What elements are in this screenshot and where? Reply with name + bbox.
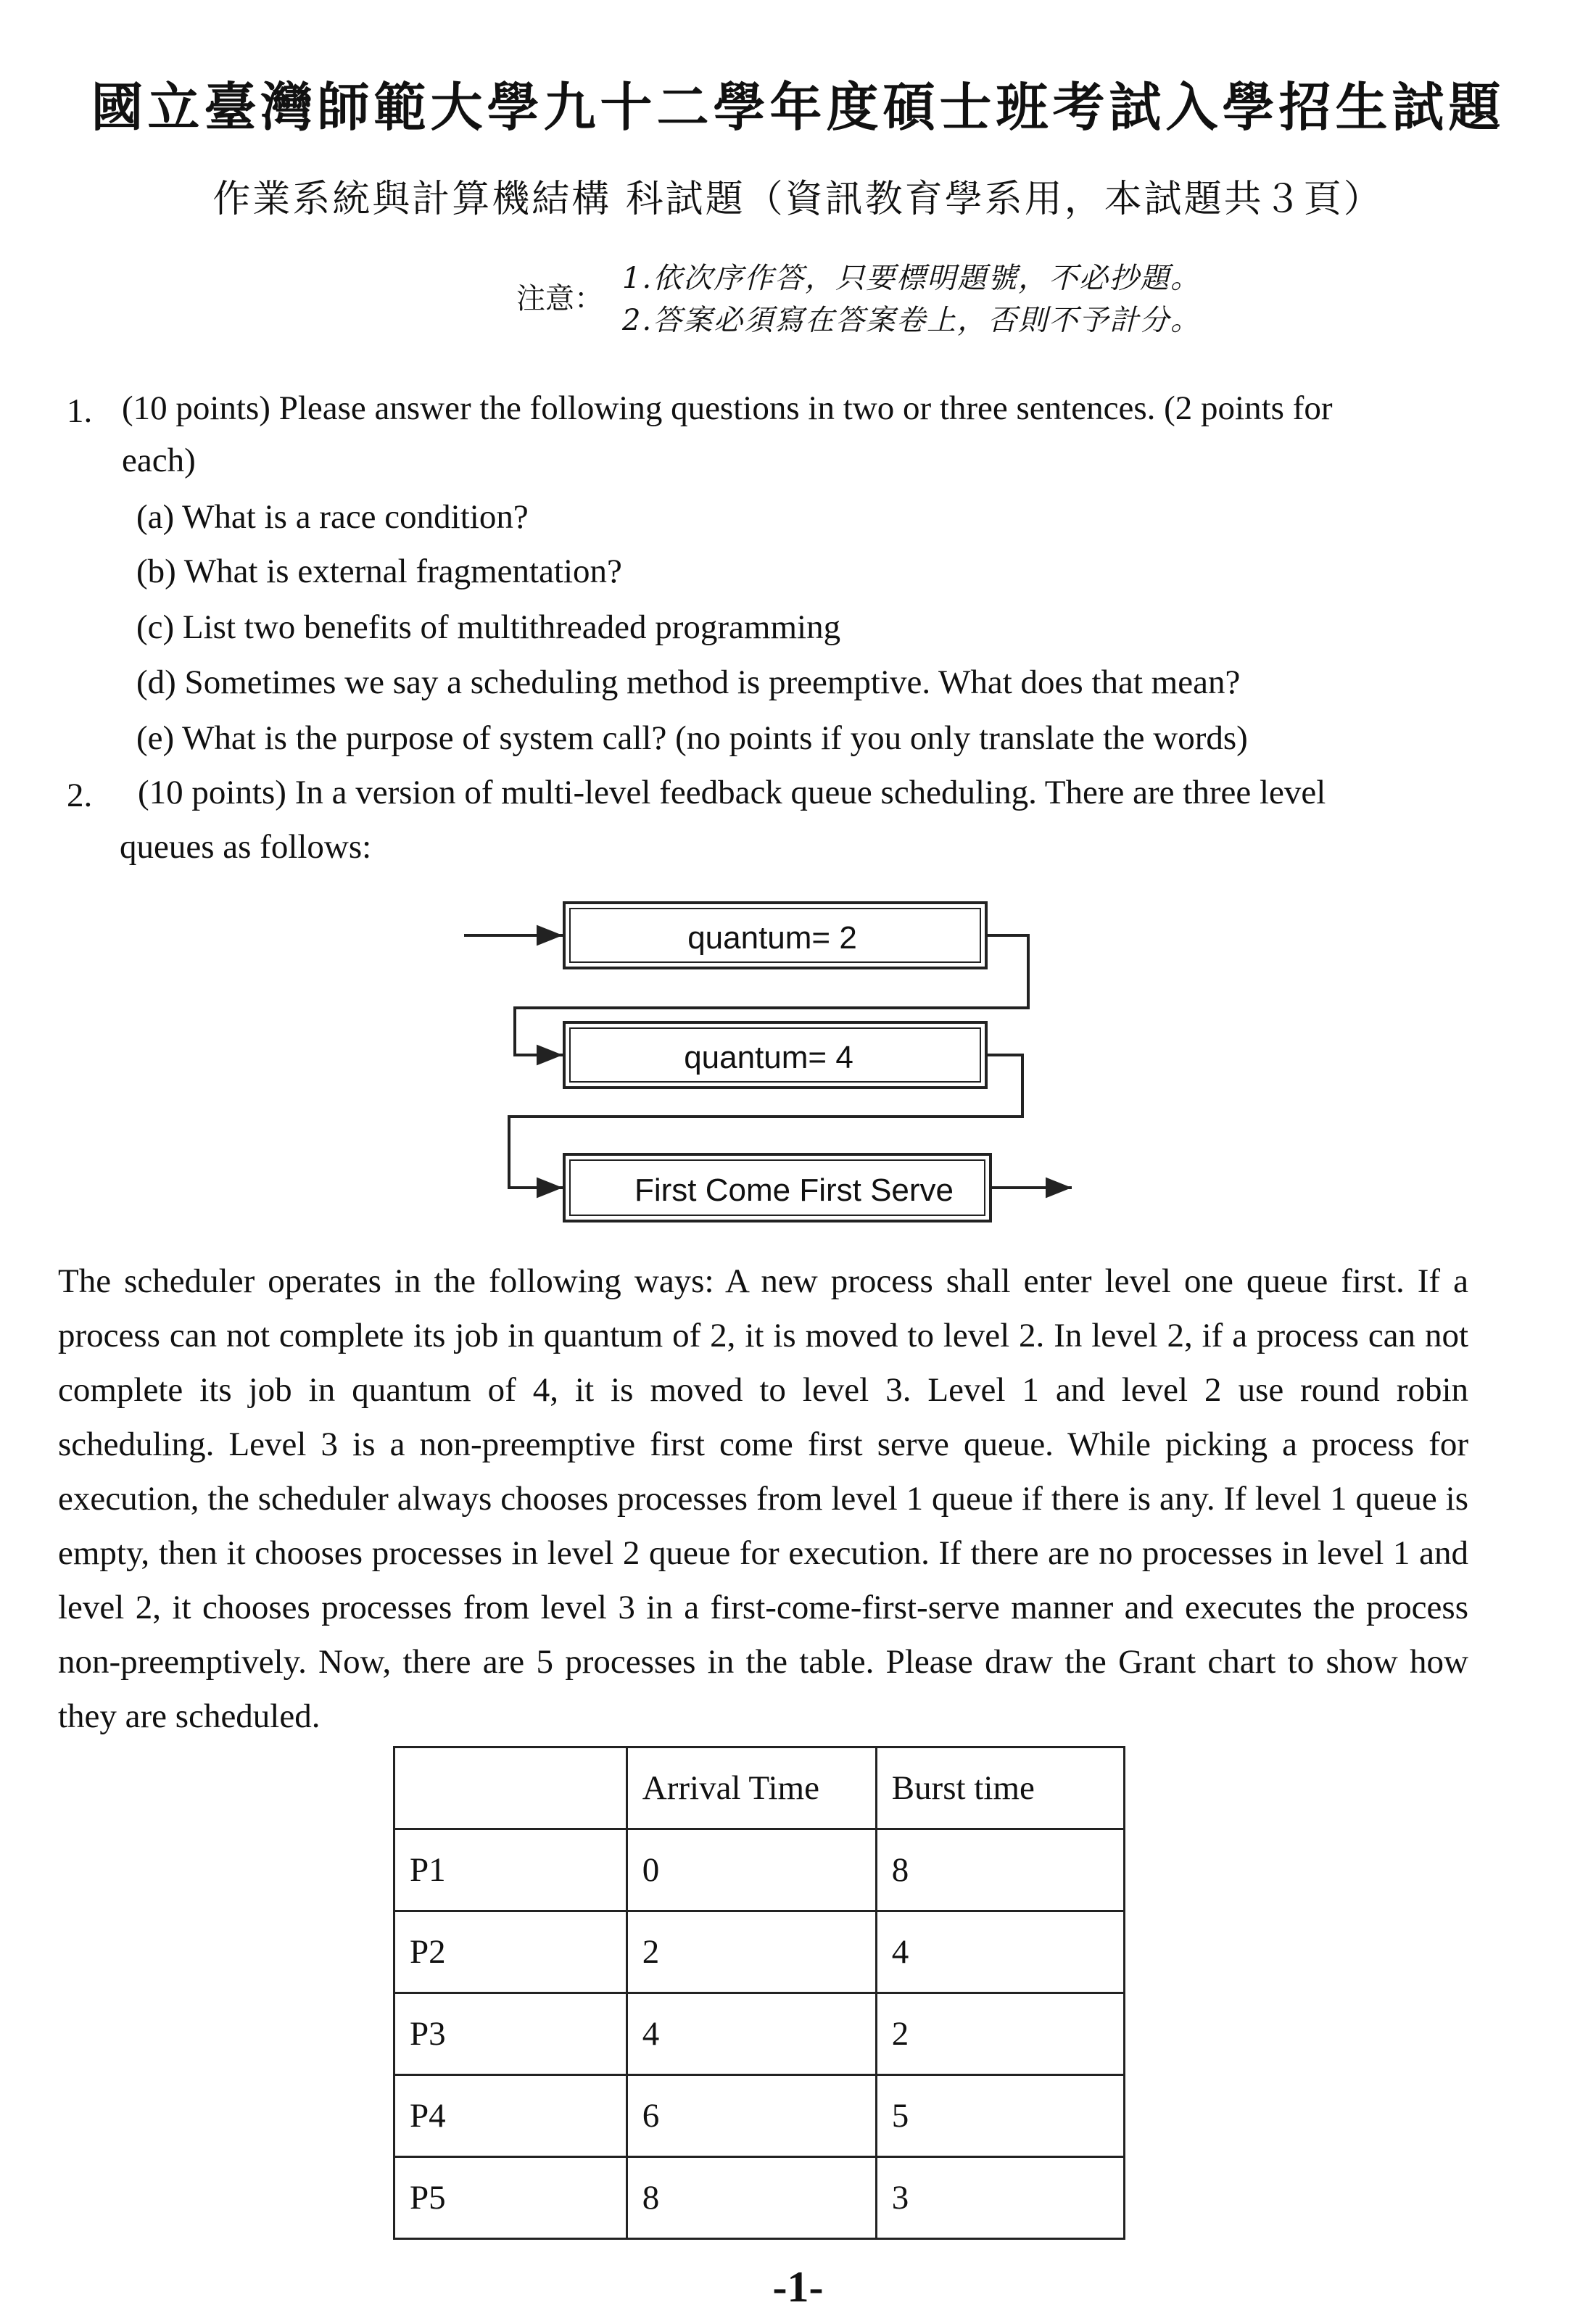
process-table — [393, 1746, 1125, 2240]
queue2-label: quantum= 4 — [684, 1040, 853, 1075]
q1-intro-line2: each) — [122, 442, 196, 479]
table-row — [394, 2157, 1125, 2239]
table-row — [394, 1911, 1125, 1993]
q2-intro-line2: queues as follows: — [120, 828, 372, 866]
table-cell: 2 — [876, 1993, 1124, 2075]
exam-title: 國立臺灣師範大學九十二學年度碩士班考試入學招生試題 — [91, 76, 1505, 138]
table-cell: 0 — [627, 1829, 876, 1911]
table-cell: 2 — [627, 1911, 876, 1993]
table-header-row — [394, 1747, 1125, 1829]
table-cell: 8 — [876, 1829, 1124, 1911]
table-cell: P1 — [394, 1829, 627, 1911]
notice-item-2: 2.答案必須寫在答案卷上，否則不予計分。 — [622, 304, 1202, 337]
table-row — [394, 1829, 1125, 1911]
exam-subtitle: 作業系統與計算機結構 科試題（資訊教育學系用，本試題共３頁） — [212, 178, 1384, 221]
q2-number: 2. — [67, 777, 93, 814]
q2-intro-line1: (10 points) In a version of multi-level feedback queue scheduling. There are three level — [138, 774, 1326, 811]
q1-part-a: (a) What is a race condition? — [136, 498, 529, 536]
q1-intro-line1: (10 points) Please answer the following questions in two or three sentences. (2 points for — [122, 389, 1333, 427]
table-cell: 4 — [627, 1993, 876, 2075]
notice-label: 注意： — [516, 282, 603, 315]
table-cell: 3 — [876, 2157, 1124, 2239]
queue1-label: quantum= 2 — [687, 920, 857, 956]
queue3-label: First Come First Serve — [634, 1172, 954, 1208]
q1-part-c: (c) List two benefits of multithreaded programming — [136, 608, 841, 646]
table-cell: 8 — [627, 2157, 876, 2239]
table-cell: 6 — [627, 2075, 876, 2157]
notice-item-1: 1.依次序作答，只要標明題號，不必抄題。 — [622, 262, 1202, 295]
table-header-cell: Burst time — [876, 1747, 1124, 1829]
table-cell: 5 — [876, 2075, 1124, 2157]
q2-description: The scheduler operates in the following ways: A new process shall enter level one queue first. If a process can not complete its job in quantum of 2, it is moved to level 2. In level 2, if a process can not complete its job in quantum of 4, it is moved to level 3. Level 1 and level 2 use round robin scheduling. Level 3 is a non-preemptive first come first serve queue. While picking a process for execution, the scheduler always chooses processes from level 1 queue if there is any. If level 1 queue is empty, then it chooses processes in level 2 queue for execution. If there are no processes in level 1 and level 2, it chooses processes from level 3 in a first-come-first-serve manner and executes the process non-preemptively. Now, there are 5 processes in the table. Please draw the Grant chart to show how they are scheduled. — [58, 1262, 1468, 1735]
table-header-cell — [394, 1747, 627, 1829]
q1-number: 1. — [67, 392, 93, 430]
table-row — [394, 2075, 1125, 2157]
table-cell: P5 — [394, 2157, 627, 2239]
q1-part-b: (b) What is external fragmentation? — [136, 553, 622, 590]
q1-part-e: (e) What is the purpose of system call? (no points if you only translate the words) — [136, 719, 1248, 757]
q1-part-d: (d) Sometimes we say a scheduling method is preemptive. What does that mean? — [136, 663, 1241, 701]
table-cell: 4 — [876, 1911, 1124, 1993]
table-row — [394, 1993, 1125, 2075]
table-cell: P4 — [394, 2075, 627, 2157]
page-number: -1- — [772, 2263, 824, 2311]
table-header-cell: Arrival Time — [627, 1747, 876, 1829]
table-cell: P3 — [394, 1993, 627, 2075]
table-cell: P2 — [394, 1911, 627, 1993]
